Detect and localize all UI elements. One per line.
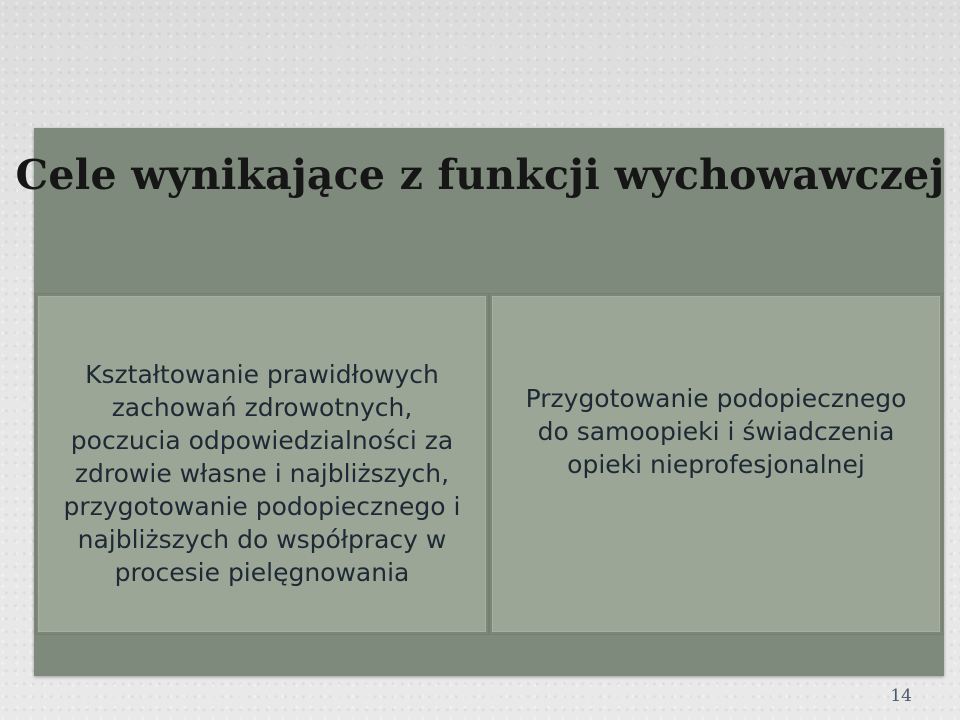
- slide-title: Cele wynikające z funkcji wychowawczej: [15, 151, 945, 199]
- content-box-left: [36, 294, 488, 634]
- content-box-left-text: Kształtowanie prawidłowych zachowań zdrowotnych, poczucia odpowiedzialności za zdrowie własne i najbliższych, przygotowanie podopiecznego i najbliższych do współpracy w procesie pielęgnowania: [63, 359, 461, 587]
- page-number: 14: [890, 686, 912, 706]
- content-box-right: [490, 294, 942, 634]
- content-box-right-text: Przygotowanie podopiecznego do samoopieki i świadczenia opieki nieprofesjonalnej: [525, 383, 907, 479]
